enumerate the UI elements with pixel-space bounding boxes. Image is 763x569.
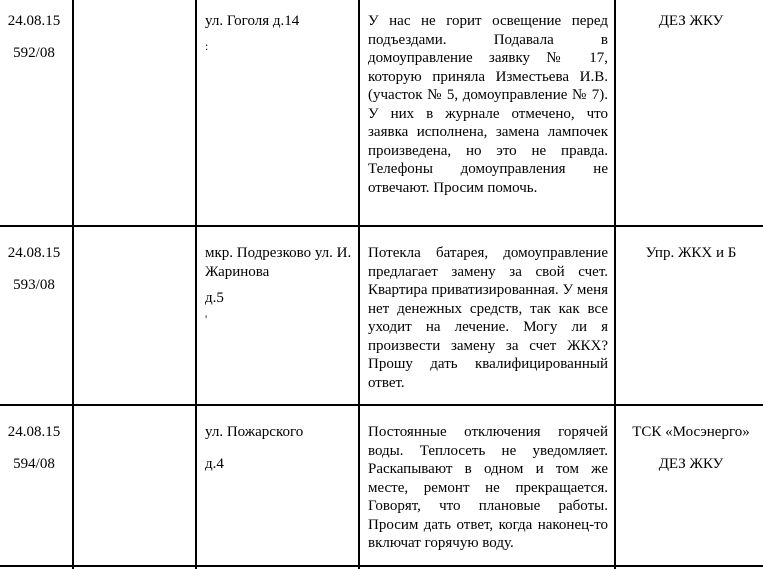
row-divider: [0, 225, 763, 227]
table-row-address-cell: [205, 12, 355, 53]
registration-number: 592/08: [13, 44, 55, 61]
house-number: д.4: [205, 455, 224, 472]
table-row-date-cell: [0, 12, 68, 62]
address: ул. Пожарского: [205, 424, 304, 440]
complaint-text: У нас не горит освещение перед подъездами. Подавала в домоуправление заявку № 17, которую приняла Изместьева И.В. (участок № 5, домоуправление № 7). У них в журнале отмечено, что заявка исполнена, замена лампочек произведена, но это не правда. Телефоны домоуправления не отвечают. Просим помочь.: [368, 13, 608, 196]
address: ул. Гоголя д.14: [205, 13, 300, 29]
table-row-address-cell: [205, 244, 355, 326]
table-row-complaint-cell: [368, 423, 608, 553]
address-mark: :: [205, 38, 209, 53]
column-divider: [195, 0, 197, 569]
organization: Упр. ЖКХ и Б: [645, 245, 737, 261]
table-row-complaint-cell: [368, 12, 608, 197]
complaint-text: Постоянные отключения горячей воды. Теплосеть не уведомляет. Раскапывают в одном и том же месте, ремонт не прекращается. Говорят, что плановые работы. Просим дать ответ, когда наконец-то включат горячую воду.: [368, 424, 608, 551]
organization: ТСК «Мосэнерго»: [632, 424, 750, 440]
table-row-date-cell: [0, 423, 68, 473]
registration-number: 593/08: [13, 276, 55, 293]
organization-secondary: ДЕЗ ЖКУ: [658, 455, 724, 472]
column-divider: [72, 0, 74, 569]
date: 24.08.15: [7, 13, 61, 29]
organization: ДЕЗ ЖКУ: [658, 13, 724, 29]
address-mark: ': [205, 311, 208, 326]
table-row-organization-cell: [622, 423, 760, 473]
row-divider: [0, 565, 763, 567]
row-divider: [0, 404, 763, 406]
date: 24.08.15: [7, 424, 61, 440]
table-row-complaint-cell: [368, 244, 608, 392]
column-divider: [358, 0, 360, 569]
table-row-organization-cell: [622, 244, 760, 263]
house-number: д.5: [205, 290, 224, 306]
table-row-date-cell: [0, 244, 68, 294]
table-row-address-cell: [205, 423, 355, 473]
column-divider: [614, 0, 616, 569]
date: 24.08.15: [7, 245, 61, 261]
address: мкр. Подрезково ул. И. Жаринова: [205, 245, 352, 280]
registration-number: 594/08: [13, 455, 55, 472]
complaint-text: Потекла батарея, домоуправление предлагает замену за свой счет. Квартира приватизированная. У меня нет денежных средств, так как все уходит на лечение. Могу ли я произвести замену за счет ЖКХ? Прошу дать квалифицированный ответ.: [368, 245, 608, 391]
table-row-organization-cell: [622, 12, 760, 31]
